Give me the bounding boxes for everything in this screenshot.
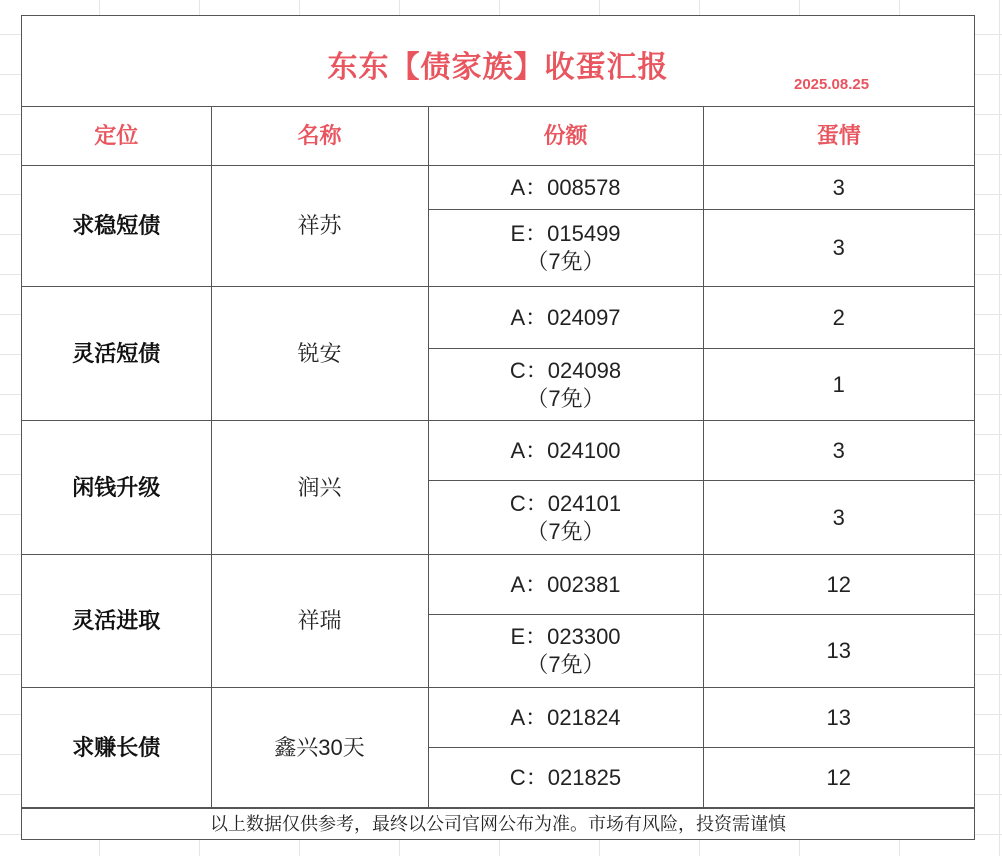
share-cell: [428, 688, 703, 748]
share-cell: [428, 287, 703, 349]
header-position: 定位: [22, 106, 211, 166]
position-cell: 闲钱升级: [22, 421, 211, 555]
header-row: [22, 106, 974, 166]
share-note: （7免）: [526, 385, 605, 411]
header-name: 名称: [211, 106, 428, 166]
egg-cell: 12: [703, 748, 974, 808]
fund-name-cell: 祥瑞: [211, 555, 428, 688]
egg-cell: 3: [703, 481, 974, 555]
egg-cell: 2: [703, 287, 974, 349]
egg-cell: 1: [703, 349, 974, 421]
share-code: A：021824: [510, 704, 621, 730]
share-code: A：024100: [510, 437, 621, 463]
share-cell: [428, 421, 703, 481]
position-cell: 灵活进取: [22, 555, 211, 688]
header-egg: 蛋情: [703, 106, 974, 166]
fund-name-cell: 鑫兴30天: [211, 688, 428, 808]
table-row: [22, 555, 974, 615]
egg-cell: 3: [703, 421, 974, 481]
share-code: E：023300: [510, 624, 621, 649]
disclaimer-footer: 以上数据仅供参考，最终以公司官网公布为准。市场有风险，投资需谨慎: [22, 808, 974, 840]
fund-name-cell: 祥苏: [211, 166, 428, 287]
share-code: A：008578: [510, 174, 621, 200]
egg-cell: 13: [703, 688, 974, 748]
share-code: A：024097: [510, 304, 621, 330]
table-row: [22, 287, 974, 349]
share-code: C：024098: [509, 357, 622, 383]
share-cell: [428, 349, 703, 421]
report-date: 2025.08.25: [794, 76, 870, 93]
fund-table: [22, 106, 974, 808]
share-cell: [428, 210, 703, 287]
header-share: 份额: [428, 106, 703, 166]
share-note: （7免）: [526, 518, 605, 544]
position-cell: 求稳短债: [22, 166, 211, 287]
share-cell: [428, 166, 703, 210]
share-cell: [428, 481, 703, 555]
table-row: [22, 166, 974, 210]
report-title: 东东【债家族】收蛋汇报: [327, 51, 669, 84]
egg-cell: 3: [703, 210, 974, 287]
share-code: C：021825: [509, 764, 622, 790]
egg-cell: 3: [703, 166, 974, 210]
share-code: C：024101: [509, 490, 622, 516]
table-row: [22, 421, 974, 481]
share-note: （7免）: [526, 249, 605, 274]
position-cell: 灵活短债: [22, 287, 211, 421]
share-cell: [428, 555, 703, 615]
report-sheet: [21, 15, 975, 840]
share-cell: [428, 748, 703, 808]
table-row: [22, 688, 974, 748]
fund-name-cell: 锐安: [211, 287, 428, 421]
egg-cell: 12: [703, 555, 974, 615]
fund-name-cell: 润兴: [211, 421, 428, 555]
share-code: E：015499: [510, 221, 621, 246]
title-area: [22, 16, 974, 107]
share-code: A：002381: [510, 571, 621, 597]
share-cell: [428, 615, 703, 688]
egg-cell: 13: [703, 615, 974, 688]
position-cell: 求赚长债: [22, 688, 211, 808]
share-note: （7免）: [526, 652, 605, 677]
